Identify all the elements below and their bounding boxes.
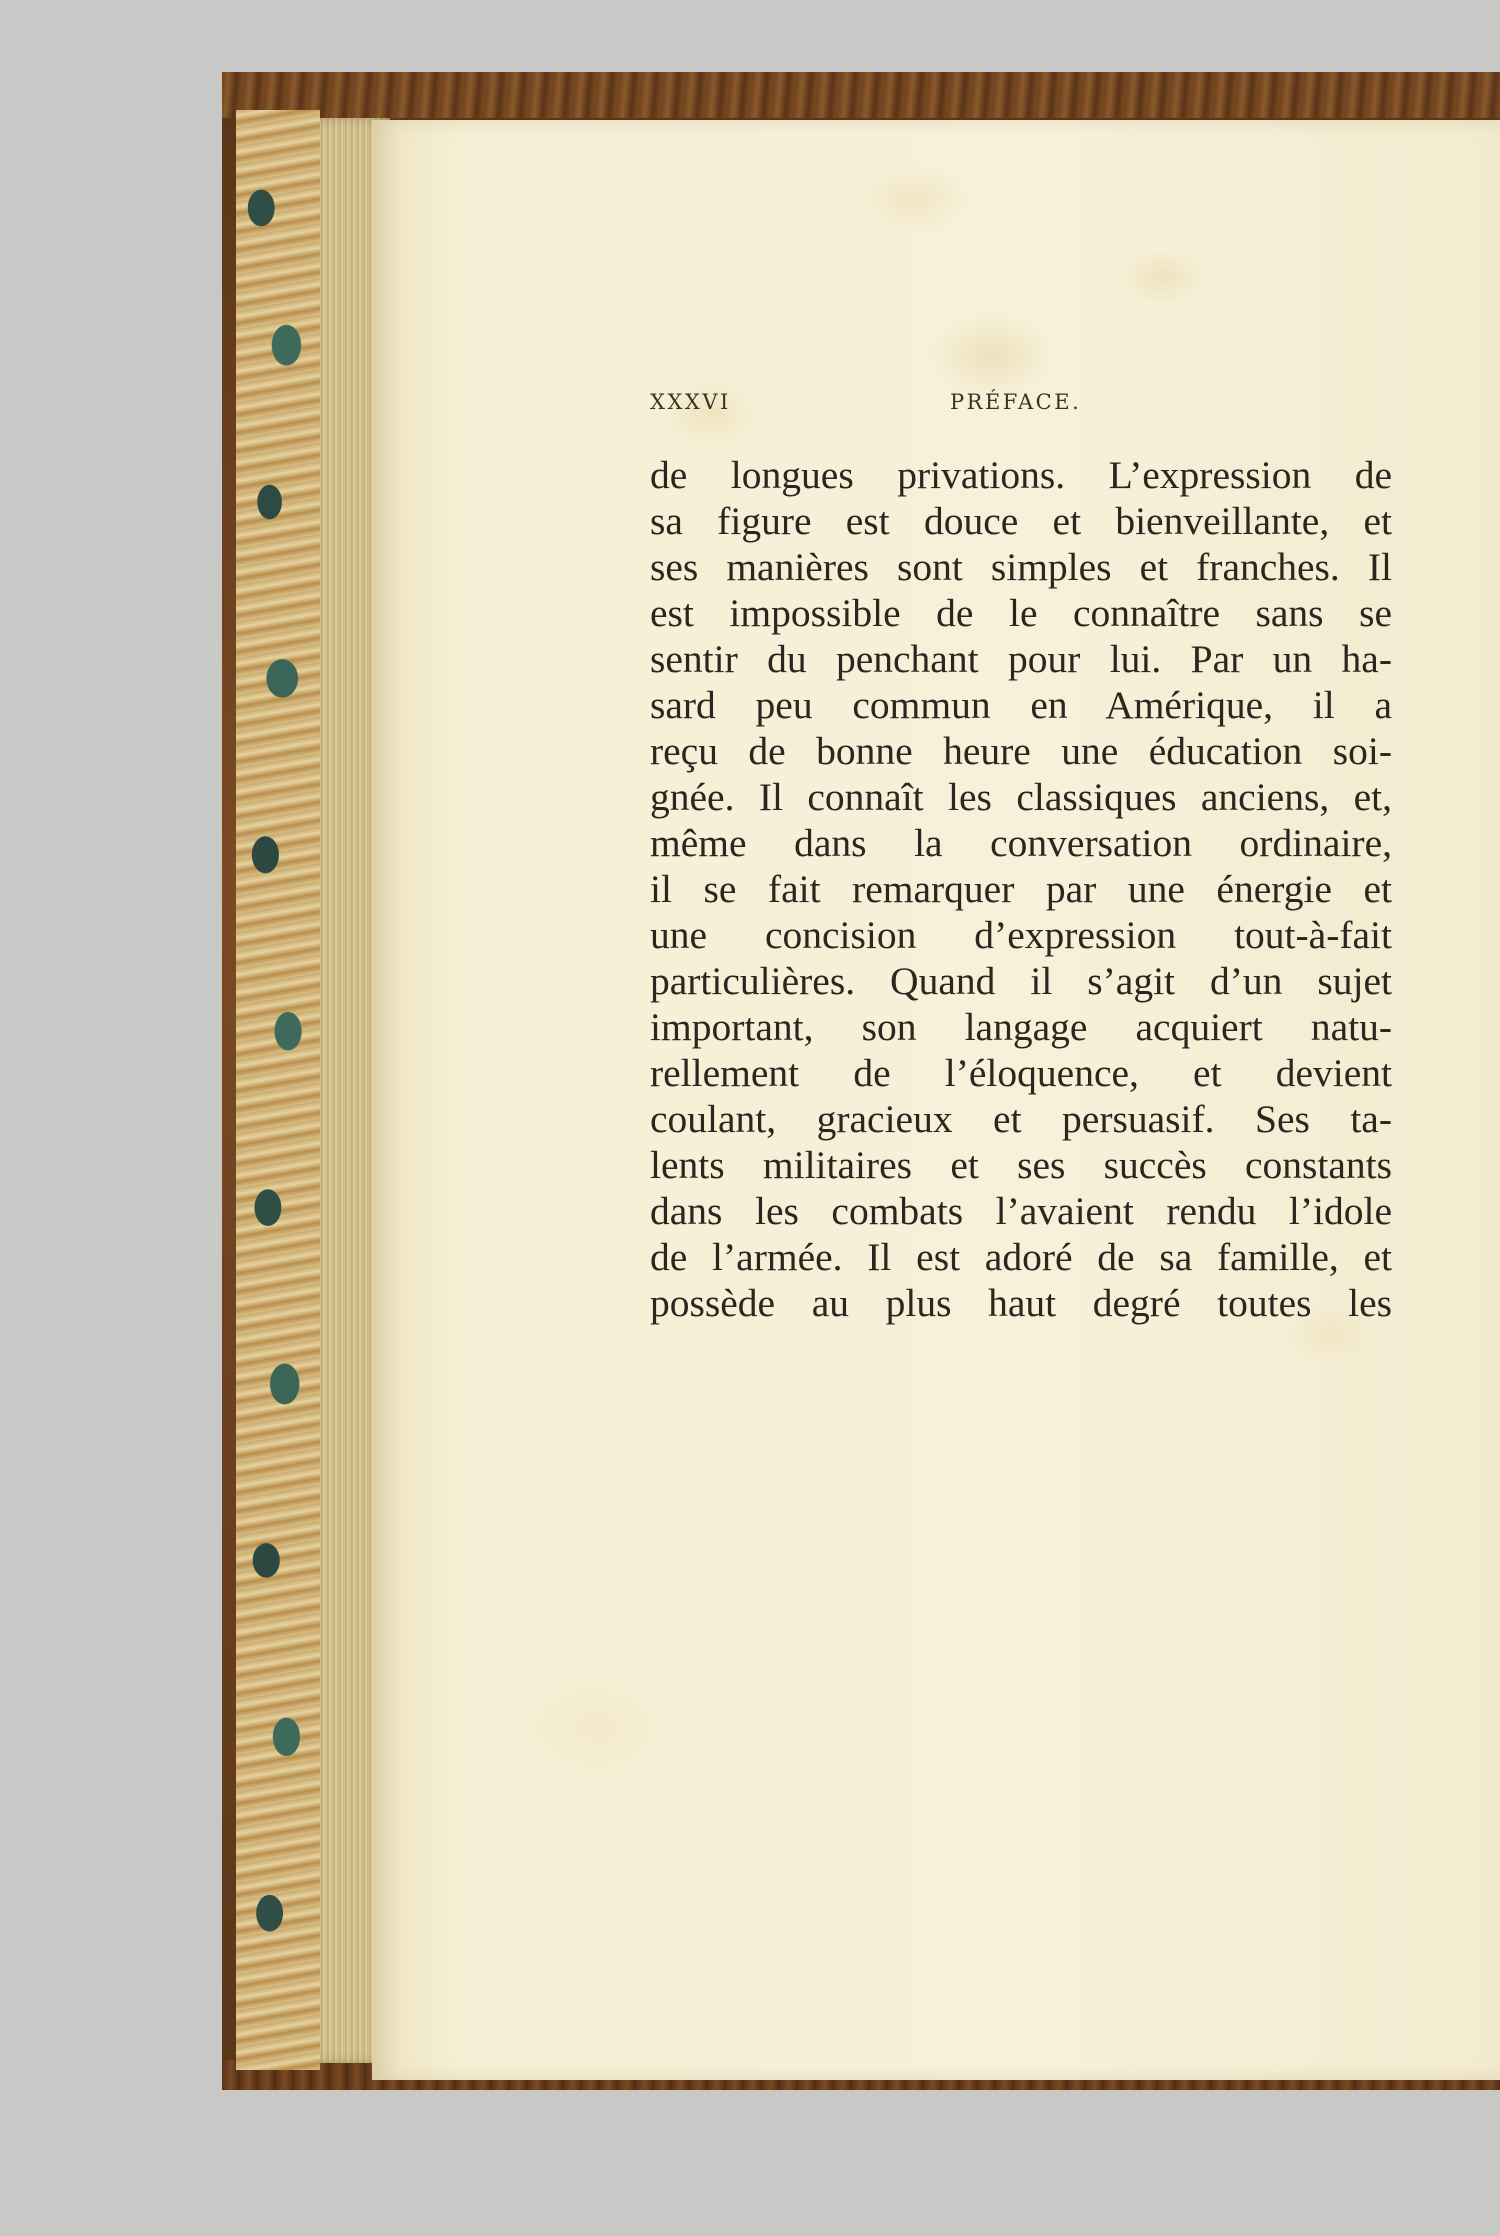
text-line: sentir du penchant pour lui. Par un ha- xyxy=(650,637,1392,681)
text-line: ses manières sont simples et franches. Il xyxy=(650,545,1392,589)
text-line: même dans la conversation ordinaire, xyxy=(650,821,1392,865)
text-line: une concision d’expression tout-à-fait xyxy=(650,913,1392,957)
text-line: il se fait remarquer par une énergie et xyxy=(650,867,1392,911)
book-page xyxy=(372,120,1500,2080)
body-text xyxy=(650,452,1392,1326)
text-line: possède au plus haut degré toutes les xyxy=(650,1281,1392,1325)
text-line: dans les combats l’avaient rendu l’idole xyxy=(650,1189,1392,1233)
text-line: coulant, gracieux et persuasif. Ses ta- xyxy=(650,1097,1392,1141)
marbled-endpaper xyxy=(236,110,320,2070)
text-line: gnée. Il connaît les classiques anciens, et, xyxy=(650,775,1392,819)
text-line: sard peu commun en Amérique, il a xyxy=(650,683,1392,727)
text-line: de l’armée. Il est adoré de sa famille, et xyxy=(650,1235,1392,1279)
text-line: rellement de l’éloquence, et devient xyxy=(650,1051,1392,1095)
text-line: reçu de bonne heure une éducation soi- xyxy=(650,729,1392,773)
text-line: particulières. Quand il s’agit d’un sujet xyxy=(650,959,1392,1003)
cover-top-edge xyxy=(222,72,1500,118)
page-number: XXXVI xyxy=(650,390,731,414)
text-line: est impossible de le connaître sans se xyxy=(650,591,1392,635)
text-line: de longues privations. L’expression de xyxy=(650,453,1392,497)
text-line: important, son langage acquiert natu- xyxy=(650,1005,1392,1049)
text-line: lents militaires et ses succès constants xyxy=(650,1143,1392,1187)
running-title: PRÉFACE. xyxy=(950,390,1082,414)
text-line: sa figure est douce et bienveillante, et xyxy=(650,499,1392,543)
